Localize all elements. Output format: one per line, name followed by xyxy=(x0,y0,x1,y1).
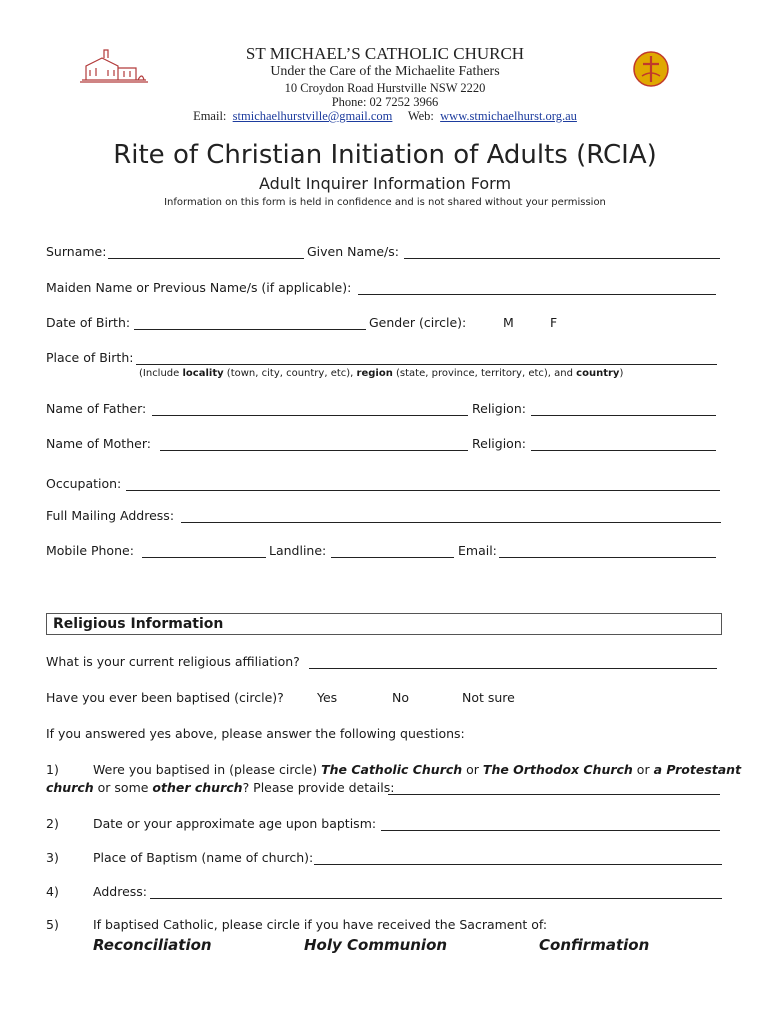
dob-label: Date of Birth: xyxy=(46,315,131,330)
form-subtitle: Adult Inquirer Information Form xyxy=(258,174,512,193)
sacrament-holy-communion[interactable]: Holy Communion xyxy=(304,936,448,954)
hint-text: (town, city, country, etc), xyxy=(223,368,357,379)
religious-section-header xyxy=(46,613,722,635)
place-of-birth-label: Place of Birth: xyxy=(46,350,134,365)
option-protestant[interactable]: a Protestant xyxy=(653,762,742,777)
option-orthodox[interactable]: The Orthodox Church xyxy=(482,762,633,777)
church-contact-line xyxy=(0,109,770,124)
surname-label: Surname: xyxy=(46,244,107,259)
mobile-field[interactable] xyxy=(142,557,266,558)
section-title: Religious Information xyxy=(53,616,224,632)
church-phone: Phone: 02 7252 3966 xyxy=(331,95,439,109)
option-catholic[interactable]: The Catholic Church xyxy=(321,762,463,777)
baptised-no[interactable]: No xyxy=(392,690,409,705)
sacrament-confirmation[interactable]: Confirmation xyxy=(539,936,650,954)
option-other-church[interactable]: other church xyxy=(152,780,243,795)
landline-label: Landline: xyxy=(269,543,327,558)
form-title: Rite of Christian Initiation of Adults (RCIA) xyxy=(113,140,657,170)
q1-text xyxy=(93,762,741,777)
gender-m[interactable]: M xyxy=(503,315,514,330)
mailing-field[interactable] xyxy=(181,522,721,523)
surname-field[interactable] xyxy=(108,258,304,259)
q5-label: If baptised Catholic, please circle if you have received the Sacrament of: xyxy=(93,917,548,932)
gender-f[interactable]: F xyxy=(550,315,558,330)
q1-text-part: ? Please provide details: xyxy=(242,780,395,795)
email-label: Email: xyxy=(193,109,227,123)
email-label: Email: xyxy=(458,543,497,558)
q1-text-part: or some xyxy=(93,780,153,795)
affiliation-field[interactable] xyxy=(309,668,717,669)
mother-religion-label: Religion: xyxy=(472,436,526,451)
q2-number: 2) xyxy=(46,816,59,831)
hint-text: (state, province, territory, etc), and xyxy=(392,368,577,379)
q4-field[interactable] xyxy=(150,898,722,899)
web-label: Web: xyxy=(407,109,434,123)
father-religion-field[interactable] xyxy=(531,415,716,416)
hint-region: region xyxy=(356,368,393,379)
church-care: Under the Care of the Michaelite Fathers xyxy=(270,64,500,79)
q1-text-line2 xyxy=(46,780,394,795)
hint-text: ) xyxy=(619,368,624,379)
q4-number: 4) xyxy=(46,884,59,899)
q3-number: 3) xyxy=(46,850,59,865)
given-names-field[interactable] xyxy=(404,258,720,259)
if-yes-instruction: If you answered yes above, please answer the following questions: xyxy=(46,726,465,741)
q1-text-part: Were you baptised in (please circle) xyxy=(93,762,322,777)
affiliation-label: What is your current religious affiliation? xyxy=(46,654,300,669)
q5-number: 5) xyxy=(46,917,59,932)
q1-number: 1) xyxy=(46,762,59,777)
dob-field[interactable] xyxy=(134,329,366,330)
q1-details-field[interactable] xyxy=(388,794,720,795)
hint-locality: locality xyxy=(182,368,224,379)
church-name: ST MICHAEL’S CATHOLIC CHURCH xyxy=(245,44,525,63)
baptised-label: Have you ever been baptised (circle)? xyxy=(46,690,284,705)
place-of-birth-hint xyxy=(139,368,623,379)
father-label: Name of Father: xyxy=(46,401,147,416)
mother-field[interactable] xyxy=(160,450,468,451)
q3-label: Place of Baptism (name of church): xyxy=(93,850,314,865)
email-field[interactable] xyxy=(499,557,716,558)
mother-label: Name of Mother: xyxy=(46,436,151,451)
gender-label: Gender (circle): xyxy=(369,315,467,330)
occupation-field[interactable] xyxy=(126,490,720,491)
q3-field[interactable] xyxy=(314,864,722,865)
q1-text-part: or xyxy=(462,762,483,777)
baptised-not-sure[interactable]: Not sure xyxy=(462,690,515,705)
occupation-label: Occupation: xyxy=(46,476,122,491)
father-field[interactable] xyxy=(152,415,468,416)
michaelite-emblem-icon xyxy=(632,50,670,88)
q2-field[interactable] xyxy=(381,830,720,831)
baptised-yes[interactable]: Yes xyxy=(317,690,338,705)
sacrament-reconciliation[interactable]: Reconciliation xyxy=(93,936,212,954)
web-link[interactable]: www.stmichaelhurst.org.au xyxy=(440,109,577,123)
mother-religion-field[interactable] xyxy=(531,450,716,451)
mailing-label: Full Mailing Address: xyxy=(46,508,175,523)
mobile-label: Mobile Phone: xyxy=(46,543,134,558)
given-names-label: Given Name/s: xyxy=(307,244,399,259)
place-of-birth-field[interactable] xyxy=(136,364,717,365)
maiden-name-field[interactable] xyxy=(358,294,716,295)
maiden-name-label: Maiden Name or Previous Name/s (if applicable): xyxy=(46,280,352,295)
option-protestant-cont[interactable]: church xyxy=(46,780,94,795)
hint-country: country xyxy=(576,368,620,379)
q1-text-part: or xyxy=(632,762,654,777)
hint-text: (Include xyxy=(139,368,183,379)
q4-label: Address: xyxy=(93,884,147,899)
father-religion-label: Religion: xyxy=(472,401,526,416)
email-link[interactable]: stmichaelhurstville@gmail.com xyxy=(232,109,393,123)
q2-label: Date or your approximate age upon baptism: xyxy=(93,816,377,831)
confidentiality-note: Information on this form is held in confidence and is not shared without your permission xyxy=(164,197,606,208)
church-address: 10 Croydon Road Hurstville NSW 2220 xyxy=(284,81,486,95)
landline-field[interactable] xyxy=(331,557,454,558)
